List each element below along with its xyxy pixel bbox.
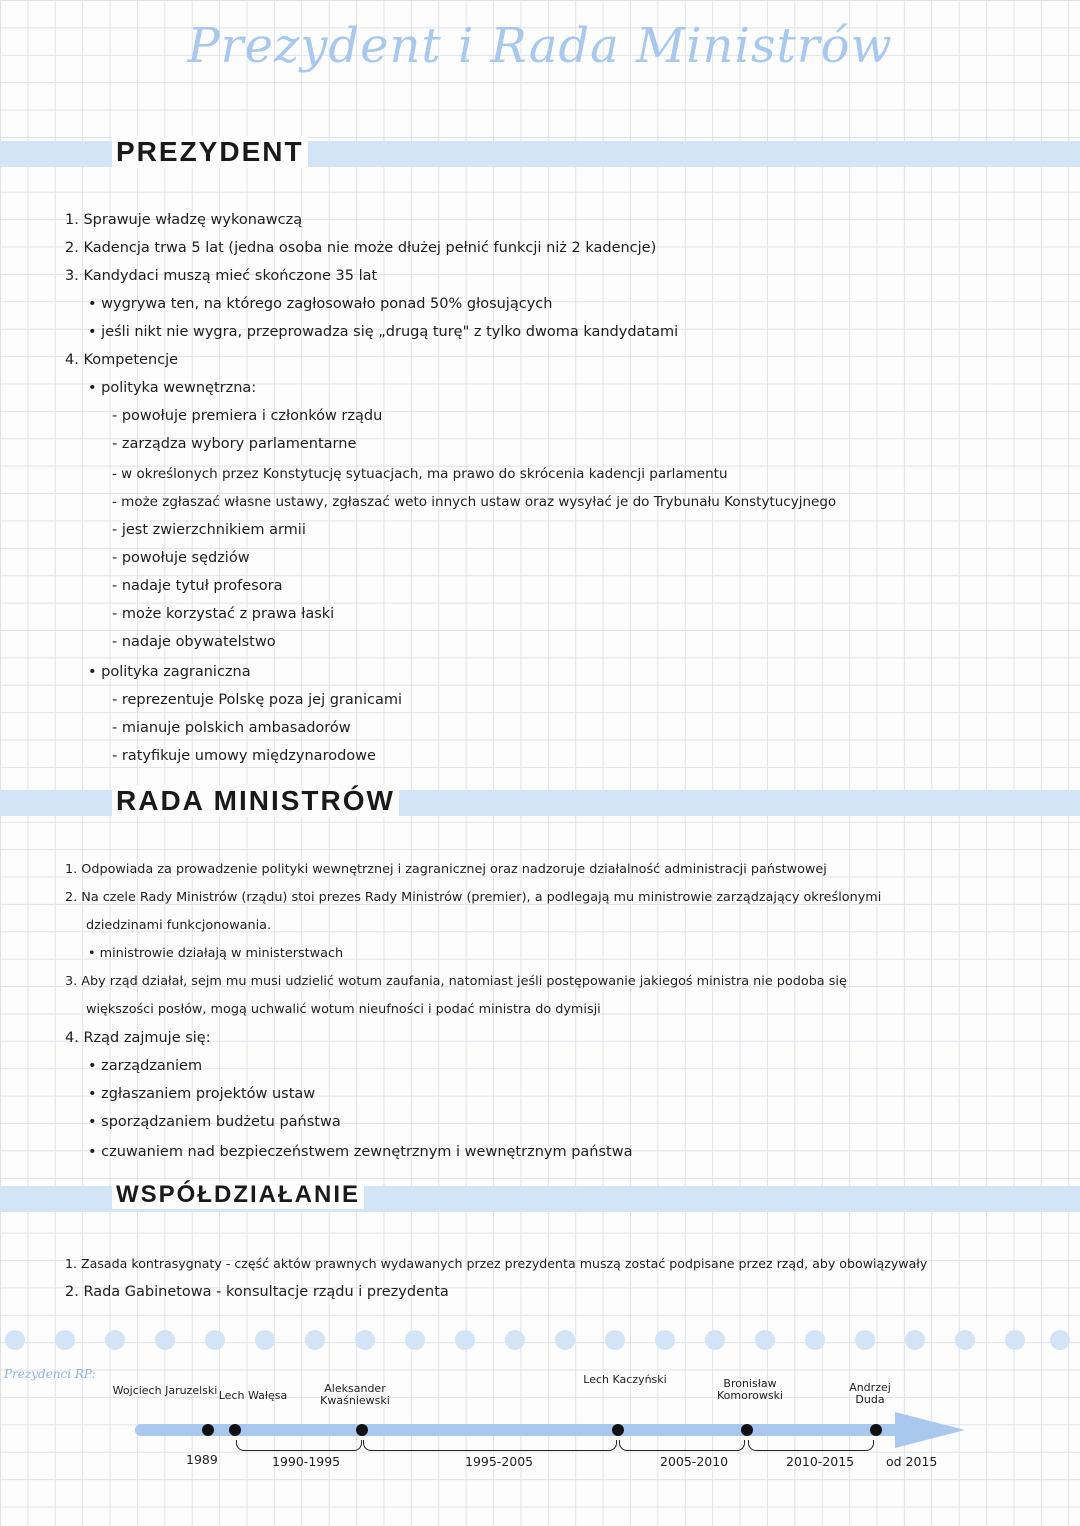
list-item: • polityka wewnętrzna: bbox=[88, 380, 257, 396]
list-item: - reprezentuje Polskę poza jej granicami bbox=[112, 692, 402, 708]
period-brace bbox=[363, 1440, 617, 1451]
list-item: • ministrowie działają w ministerstwach bbox=[88, 946, 344, 961]
timeline-year: 1995-2005 bbox=[465, 1454, 534, 1469]
list-item: 1. Zasada kontrasygnaty - część aktów prawnych wydawanych przez prezydenta muszą zostać podpisane przez rząd, aby obowiązywały bbox=[65, 1256, 928, 1271]
period-brace bbox=[236, 1440, 362, 1451]
list-item: większości posłów, mogą uchwalić wotum nieufności i podać ministra do dymisji bbox=[86, 1002, 601, 1017]
timeline-label: Prezydenci RP: bbox=[4, 1367, 96, 1381]
list-item: • jeśli nikt nie wygra, przeprowadza się „drugą turę" z tylko dwoma kandydatami bbox=[88, 324, 679, 340]
list-item: • czuwaniem nad bezpieczeństwem zewnętrznym i wewnętrznym państwa bbox=[88, 1144, 633, 1160]
section-heading-wspoldzialanie: WSPÓŁDZIAŁANIE bbox=[112, 1181, 364, 1209]
period-brace bbox=[748, 1440, 874, 1451]
section-heading-rada: RADA MINISTRÓW bbox=[112, 785, 399, 817]
list-item: 3. Aby rząd działał, sejm mu musi udzielić wotum zaufania, natomiast jeśli postępowanie jakiegoś ministra nie podoba się bbox=[65, 974, 847, 989]
list-item: 4. Kompetencje bbox=[65, 352, 179, 368]
timeline-president: Lech Wałęsa bbox=[218, 1389, 288, 1402]
list-item: - może korzystać z prawa łaski bbox=[112, 606, 335, 622]
list-item: • wygrywa ten, na którego zagłosowało ponad 50% głosujących bbox=[88, 296, 553, 312]
list-item: - zarządza wybory parlamentarne bbox=[112, 436, 357, 452]
timeline-president: Bronisław Komorowski bbox=[716, 1377, 783, 1402]
page-title: Prezydent i Rada Ministrów bbox=[187, 18, 893, 74]
list-item: 1. Odpowiada za prowadzenie polityki wewnętrznej i zagranicznej oraz nadzoruje działalność administracji państwowej bbox=[65, 862, 827, 877]
timeline-point bbox=[870, 1424, 882, 1436]
list-item: 2. Na czele Rady Ministrów (rządu) stoi prezes Rady Ministrów (premier), a podlegają mu ministrowie zarządzający określonymi bbox=[65, 890, 882, 905]
list-item: dziedzinami funkcjonowania. bbox=[86, 918, 272, 933]
timeline-year: 1989 bbox=[186, 1452, 218, 1467]
section-heading-prezydent: PREZYDENT bbox=[112, 136, 308, 168]
list-item: - powołuje premiera i członków rządu bbox=[112, 408, 383, 424]
list-item: 4. Rząd zajmuje się: bbox=[65, 1030, 211, 1046]
timeline-president: Aleksander Kwaśniewski bbox=[320, 1382, 390, 1407]
list-item: - powołuje sędziów bbox=[112, 550, 250, 566]
list-item: 2. Rada Gabinetowa - konsultacje rządu i prezydenta bbox=[65, 1284, 449, 1300]
list-item: • zgłaszaniem projektów ustaw bbox=[88, 1086, 316, 1102]
list-item: - w określonych przez Konstytucję sytuacjach, ma prawo do skrócenia kadencji parlamentu bbox=[112, 466, 728, 482]
list-item: • sporządzaniem budżetu państwa bbox=[88, 1114, 341, 1130]
list-item: • polityka zagraniczna bbox=[88, 664, 251, 680]
list-item: - nadaje obywatelstwo bbox=[112, 634, 276, 650]
period-brace bbox=[619, 1440, 745, 1451]
list-item: - nadaje tytuł profesora bbox=[112, 578, 283, 594]
list-item: 1. Sprawuje władzę wykonawczą bbox=[65, 212, 303, 228]
list-item: - jest zwierzchnikiem armii bbox=[112, 522, 306, 538]
list-item: • zarządzaniem bbox=[88, 1058, 203, 1074]
timeline-year: 2010-2015 bbox=[786, 1454, 855, 1469]
timeline-year: od 2015 bbox=[886, 1454, 938, 1469]
timeline-president: Lech Kaczyński bbox=[583, 1373, 667, 1386]
timeline-president: Andrzej Duda bbox=[849, 1381, 891, 1406]
timeline-point bbox=[202, 1424, 214, 1436]
timeline-point bbox=[229, 1424, 241, 1436]
timeline-president: Wojciech Jaruzelski bbox=[112, 1384, 218, 1397]
list-item: 2. Kadencja trwa 5 lat (jedna osoba nie może dłużej pełnić funkcji niż 2 kadencje) bbox=[65, 240, 657, 256]
list-item: 3. Kandydaci muszą mieć skończone 35 lat bbox=[65, 268, 378, 284]
timeline-point bbox=[356, 1424, 368, 1436]
timeline-point bbox=[612, 1424, 624, 1436]
timeline-point bbox=[741, 1424, 753, 1436]
list-item: - może zgłaszać własne ustawy, zgłaszać weto innych ustaw oraz wysyłać je do Trybunału Konstytucyjnego bbox=[112, 494, 837, 510]
list-item: - mianuje polskich ambasadorów bbox=[112, 720, 351, 736]
timeline-year: 1990-1995 bbox=[272, 1454, 341, 1469]
timeline-year: 2005-2010 bbox=[660, 1454, 729, 1469]
list-item: - ratyfikuje umowy międzynarodowe bbox=[112, 748, 376, 764]
